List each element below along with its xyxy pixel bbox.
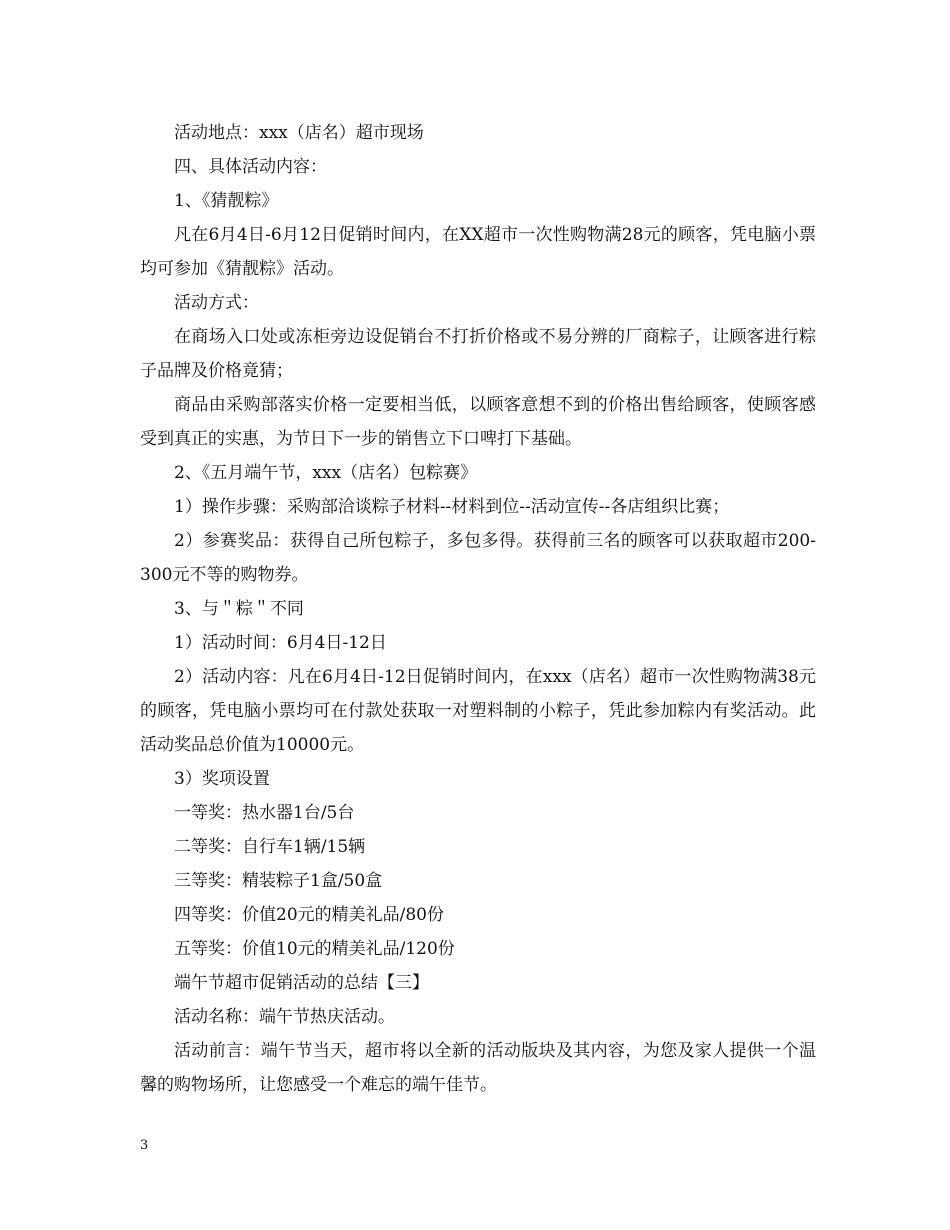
prize-item: 二等奖：自行车1辆/15辆 [174, 837, 366, 857]
paragraph: 1）操作步骤：采购部洽谈粽子材料--材料到位--活动宣传--各店组织比赛； [174, 497, 730, 517]
paragraph: 活动前言：端午节当天，超市将以全新的活动版块及其内容，为您及家人提供一个温馨的购物场所，让您感受一个难忘的端午佳节。 [140, 1041, 816, 1095]
prize-item: 一等奖：热水器1台/5台 [174, 803, 355, 823]
subsection-heading: 2、《五月端午节，xxx（店名）包粽赛》 [174, 463, 478, 483]
prize-item: 五等奖：价值10元的精美礼品/120份 [174, 939, 455, 959]
paragraph: 2）活动内容：凡在6月4日-12日促销时间内，在xxx（店名）超市一次性购物满38元的顾客，凭电脑小票均可在付款处获取一对塑料制的小粽子，凭此参加粽内有奖活动。此活动奖品总价值为10000元。 [140, 667, 816, 755]
paragraph: 在商场入口处或冻柜旁边设促销台不打折价格或不易分辨的厂商粽子，让顾客进行粽子品牌及价格竟猜； [140, 327, 816, 381]
paragraph: 活动名称：端午节热庆活动。 [174, 1007, 395, 1027]
prize-item: 三等奖：精装粽子1盒/50盒 [174, 871, 383, 891]
paragraph: 商品由采购部落实价格一定要相当低，以顾客意想不到的价格出售给顾客，使顾客感受到真正的实惠，为节日下一步的销售立下口啤打下基础。 [140, 395, 816, 449]
subsection-heading: 3、与＂粽＂不同 [174, 599, 304, 619]
subsection-heading: 1、《猜靓粽》 [174, 191, 279, 211]
paragraph: 凡在6月4日-6月12日促销时间内，在XX超市一次性购物满28元的顾客，凭电脑小票均可参加《猜靓粽》活动。 [140, 225, 816, 279]
paragraph: 1）活动时间：6月4日-12日 [174, 633, 387, 653]
document-body [140, 116, 816, 1102]
page-number: 3 [140, 1138, 149, 1153]
paragraph: 活动方式： [174, 293, 259, 313]
paragraph: 2）参赛奖品：获得自己所包粽子，多包多得。获得前三名的顾客可以获取超市200-300元不等的购物券。 [140, 531, 816, 585]
paragraph: 3）奖项设置 [174, 769, 270, 789]
section-heading: 端午节超市促销活动的总结【三】 [174, 973, 429, 993]
paragraph: 活动地点：xxx（店名）超市现场 [174, 123, 424, 143]
prize-item: 四等奖：价值20元的精美礼品/80份 [174, 905, 444, 925]
section-heading: 四、具体活动内容： [174, 157, 327, 177]
